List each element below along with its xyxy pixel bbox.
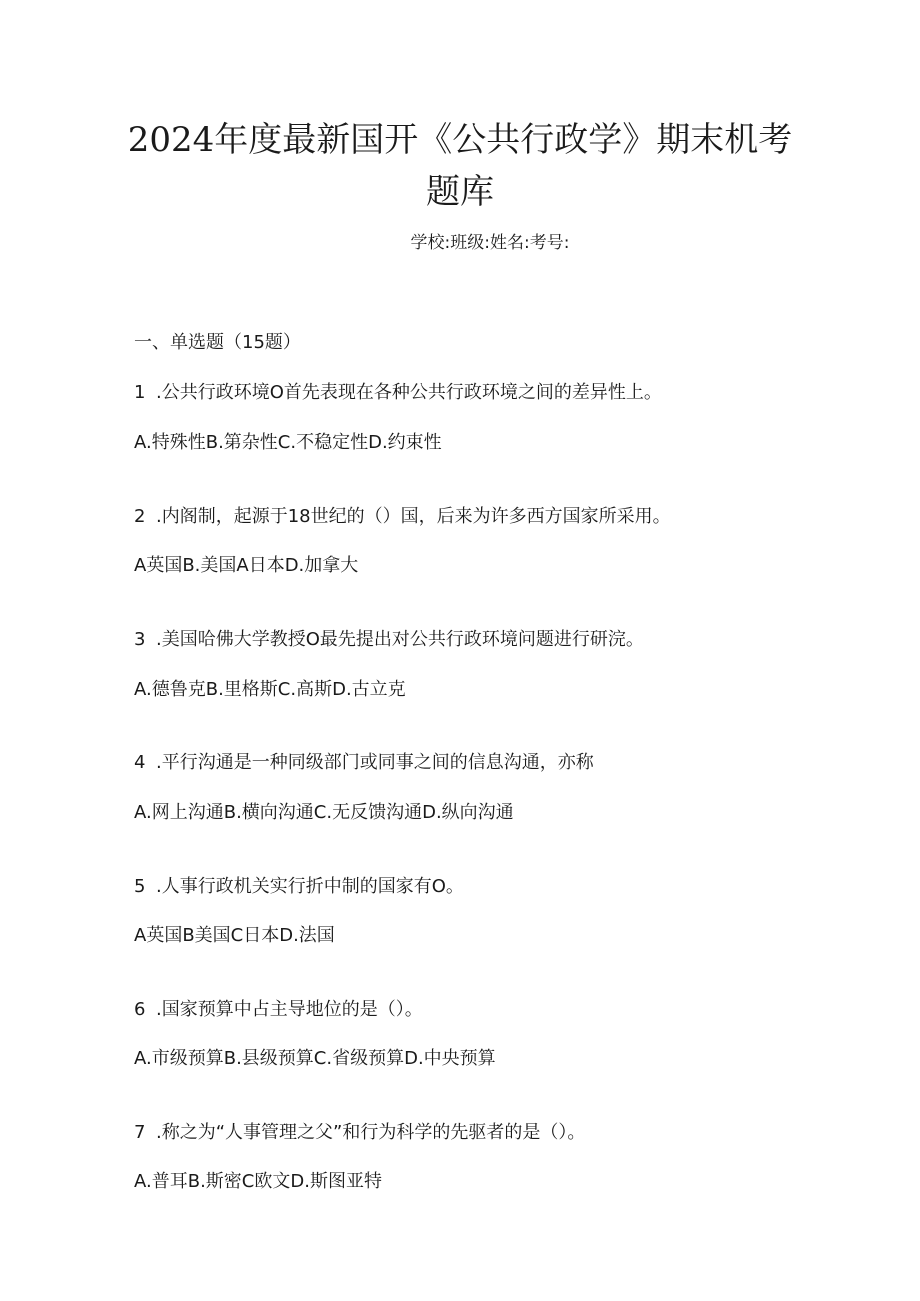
- question-3-options: A.德鲁克B.里格斯C.高斯D.古立克: [134, 679, 406, 700]
- question-text: .平行沟通是一种同级部门或同事之间的信息沟通，亦称: [156, 752, 594, 773]
- title-line-1: 2024年度最新国开《公共行政学》期末机考: [127, 120, 793, 160]
- question-7-options: A.普耳B.斯密C欧文D.斯图亚特: [134, 1171, 382, 1192]
- question-text: .美国哈佛大学教授O最先提出对公共行政环境问题进行研浣。: [156, 629, 644, 650]
- question-5: [134, 872, 464, 898]
- document-title: [120, 114, 800, 218]
- question-4-options: A.网上沟通B.横向沟通C.无反馈沟通D.纵向沟通: [134, 802, 514, 823]
- question-5-options: A英国B美国C日本D.法国: [134, 925, 335, 946]
- question-3: [134, 625, 644, 651]
- section-heading: 一、单选题（15题）: [134, 332, 301, 353]
- question-number: 4: [134, 752, 146, 773]
- question-1-options: A.特殊性B.第杂性C.不稳定性D.约束性: [134, 432, 442, 453]
- title-line-2: 题库: [426, 172, 494, 212]
- question-1: [134, 378, 662, 404]
- question-text: .国家预算中占主导地位的是（）。: [156, 999, 423, 1020]
- question-number: 5: [134, 876, 146, 897]
- question-6-options: A.市级预算B.县级预算C.省级预算D.中央预算: [134, 1048, 496, 1069]
- question-text: .内阁制，起源于18世纪的（）国，后来为许多西方国家所采用。: [156, 506, 671, 527]
- question-text: .称之为“人事管理之父”和行为科学的先驱者的是（）。: [156, 1122, 586, 1143]
- question-2: [134, 502, 671, 528]
- question-7: [134, 1118, 585, 1144]
- question-2-options: A英国B.美国A日本D.加拿大: [134, 555, 359, 576]
- question-number: 3: [134, 629, 146, 650]
- question-number: 7: [134, 1122, 146, 1143]
- question-text: .公共行政环境O首先表现在各种公共行政环境之间的差异性上。: [156, 382, 662, 403]
- question-number: 6: [134, 999, 146, 1020]
- question-text: .人事行政机关实行折中制的国家有O。: [156, 876, 464, 897]
- question-number: 2: [134, 506, 146, 527]
- question-number: 1: [134, 382, 146, 403]
- question-4: [134, 748, 594, 774]
- question-6: [134, 995, 423, 1021]
- student-info-line: 学校:班级:姓名:考号:: [410, 233, 570, 253]
